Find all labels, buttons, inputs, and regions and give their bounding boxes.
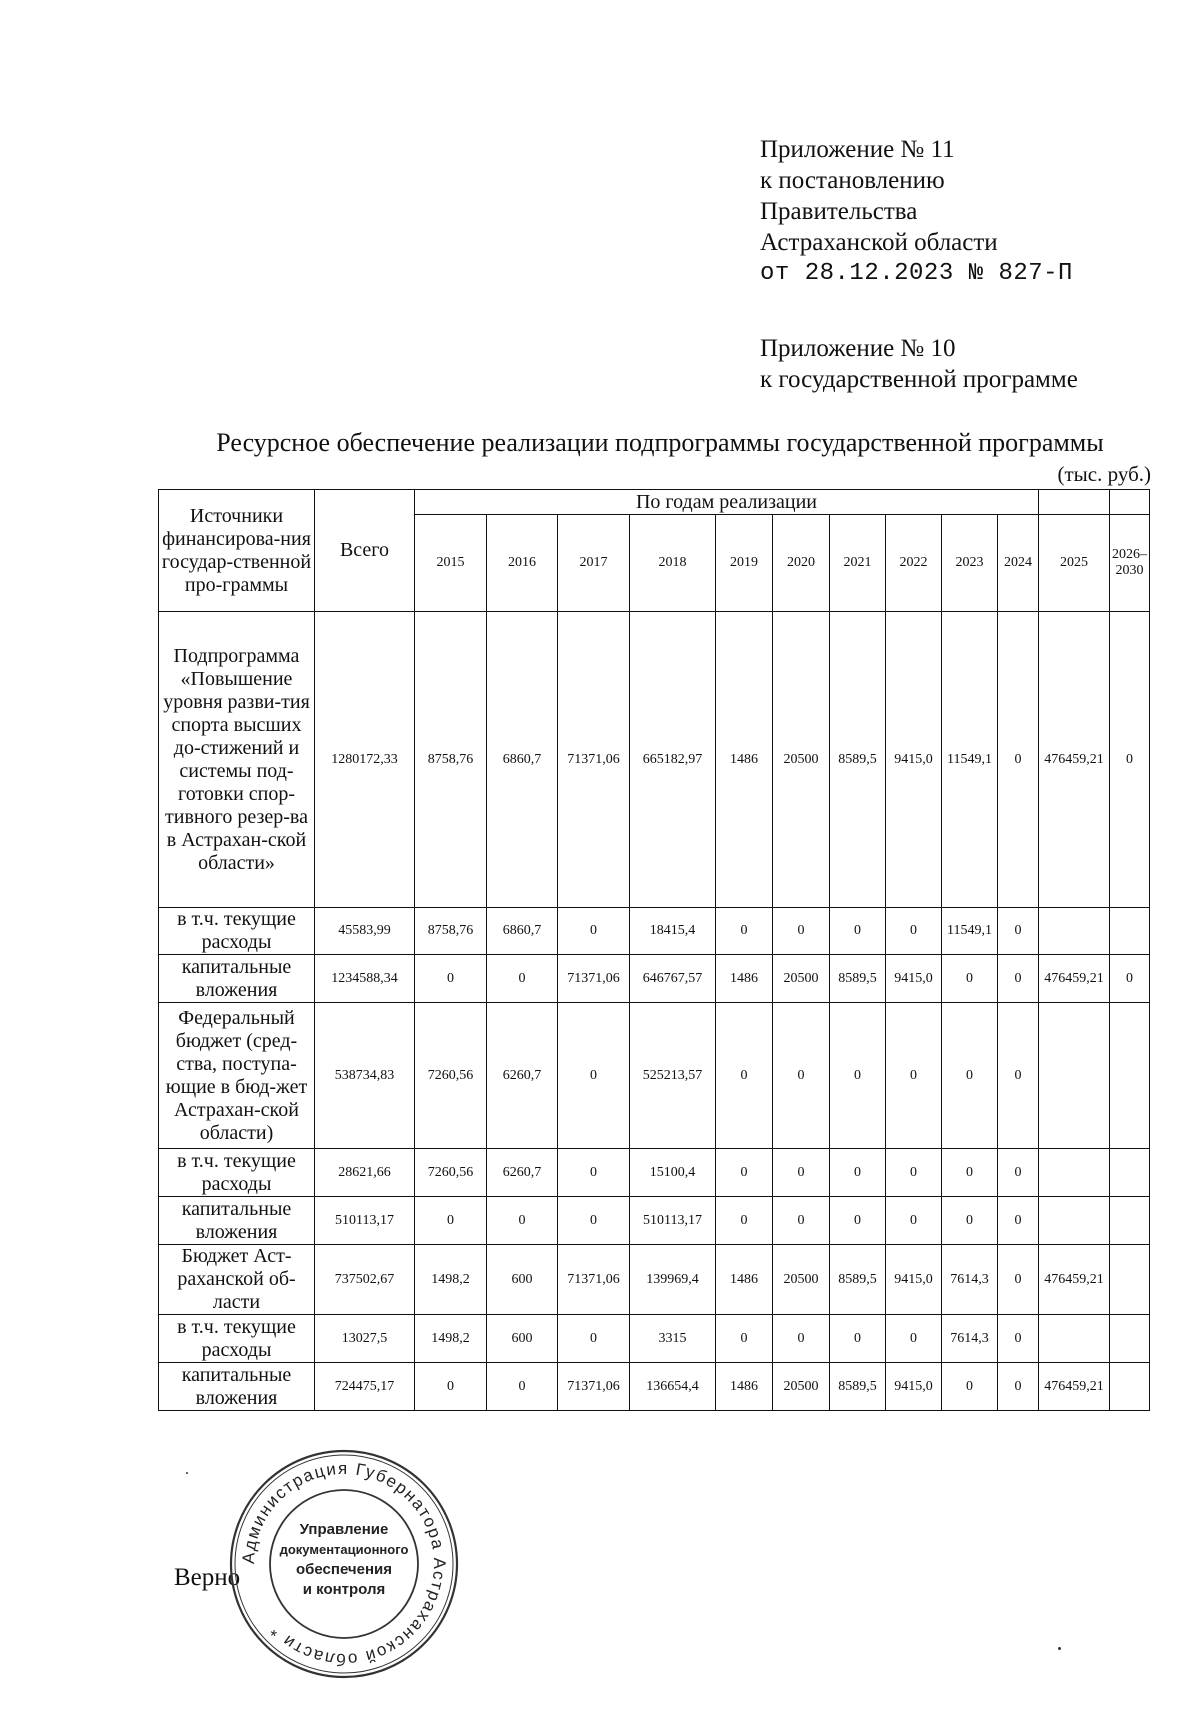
row-year-cell: 0 bbox=[998, 1003, 1039, 1149]
row-year-cell: 6860,7 bbox=[487, 908, 558, 955]
row-year-cell: 0 bbox=[830, 1149, 886, 1197]
header-line: Приложение № 11 bbox=[760, 136, 955, 163]
table-row bbox=[159, 1315, 1150, 1363]
row-year-cell: 0 bbox=[415, 1363, 487, 1411]
row-year-cell: 0 bbox=[886, 908, 942, 955]
row-year-cell: 71371,06 bbox=[558, 612, 630, 908]
row-year-cell: 0 bbox=[773, 1315, 830, 1363]
row-year-cell: 476459,21 bbox=[1039, 612, 1110, 908]
year-header: 2023 bbox=[942, 515, 998, 612]
table-row bbox=[159, 1245, 1150, 1315]
row-year-cell: 0 bbox=[716, 908, 773, 955]
certified-label: Верно bbox=[174, 1564, 241, 1591]
table-row bbox=[159, 1197, 1150, 1245]
row-total-cell: 1280172,33 bbox=[315, 612, 415, 908]
row-source-cell: капитальные вложения bbox=[159, 1197, 315, 1245]
row-total-cell: 1234588,34 bbox=[315, 955, 415, 1003]
scan-speck bbox=[186, 1472, 188, 1474]
year-header: 2016 bbox=[487, 515, 558, 612]
row-total-cell: 13027,5 bbox=[315, 1315, 415, 1363]
row-year-cell: 0 bbox=[942, 1197, 998, 1245]
row-year-cell: 0 bbox=[998, 1245, 1039, 1315]
row-year-cell: 6260,7 bbox=[487, 1149, 558, 1197]
table-body bbox=[159, 612, 1150, 1411]
row-year-cell: 0 bbox=[886, 1197, 942, 1245]
row-year-cell: 6260,7 bbox=[487, 1003, 558, 1149]
year-header: 2017 bbox=[558, 515, 630, 612]
row-year-cell: 0 bbox=[415, 1197, 487, 1245]
year-header: 2022 bbox=[886, 515, 942, 612]
row-source-cell: в т.ч. текущие расходы bbox=[159, 1149, 315, 1197]
row-total-cell: 28621,66 bbox=[315, 1149, 415, 1197]
row-year-cell: 0 bbox=[942, 1363, 998, 1411]
row-year-cell: 476459,21 bbox=[1039, 955, 1110, 1003]
row-total-cell: 737502,67 bbox=[315, 1245, 415, 1315]
year-header: 2021 bbox=[830, 515, 886, 612]
row-year-cell: 0 bbox=[886, 1149, 942, 1197]
table-row bbox=[159, 1003, 1150, 1149]
row-year-cell: 11549,1 bbox=[942, 908, 998, 955]
row-year-cell: 0 bbox=[830, 908, 886, 955]
row-year-cell: 0 bbox=[773, 908, 830, 955]
row-year-cell: 7260,56 bbox=[415, 1149, 487, 1197]
row-year-cell: 18415,4 bbox=[630, 908, 716, 955]
row-year-cell: 0 bbox=[942, 1003, 998, 1149]
row-year-cell: 3315 bbox=[630, 1315, 716, 1363]
seal-center-line: Управление bbox=[299, 1521, 389, 1538]
row-year-cell: 600 bbox=[487, 1245, 558, 1315]
row-year-cell: 0 bbox=[716, 1315, 773, 1363]
row-year-cell: 0 bbox=[1110, 955, 1150, 1003]
row-year-cell: 139969,4 bbox=[630, 1245, 716, 1315]
row-year-cell: 0 bbox=[998, 1197, 1039, 1245]
row-year-cell bbox=[1039, 1003, 1110, 1149]
row-year-cell: 0 bbox=[830, 1003, 886, 1149]
row-source-cell: капитальные вложения bbox=[159, 1363, 315, 1411]
row-year-cell: 9415,0 bbox=[886, 1363, 942, 1411]
year-header: 2019 bbox=[716, 515, 773, 612]
row-year-cell: 20500 bbox=[773, 1363, 830, 1411]
table-row bbox=[159, 908, 1150, 955]
row-year-cell: 0 bbox=[487, 1363, 558, 1411]
row-year-cell: 0 bbox=[558, 1197, 630, 1245]
row-year-cell: 1498,2 bbox=[415, 1245, 487, 1315]
row-year-cell: 8589,5 bbox=[830, 1363, 886, 1411]
row-year-cell bbox=[1110, 1149, 1150, 1197]
table-row bbox=[159, 1363, 1150, 1411]
row-total-cell: 538734,83 bbox=[315, 1003, 415, 1149]
row-year-cell: 0 bbox=[558, 1315, 630, 1363]
row-year-cell: 0 bbox=[716, 1003, 773, 1149]
row-total-cell: 510113,17 bbox=[315, 1197, 415, 1245]
row-year-cell: 0 bbox=[487, 955, 558, 1003]
row-year-cell: 8589,5 bbox=[830, 955, 886, 1003]
row-source-cell: Федеральный бюджет (сред-ства, поступа-ющие в бюд-жет Астрахан-ской области) bbox=[159, 1003, 315, 1149]
row-year-cell: 71371,06 bbox=[558, 1363, 630, 1411]
row-source-cell: капитальные вложения bbox=[159, 955, 315, 1003]
row-year-cell: 0 bbox=[942, 955, 998, 1003]
row-year-cell: 0 bbox=[998, 955, 1039, 1003]
row-year-cell: 8589,5 bbox=[830, 1245, 886, 1315]
row-year-cell: 20500 bbox=[773, 1245, 830, 1315]
row-year-cell bbox=[1110, 1245, 1150, 1315]
header-empty bbox=[1110, 490, 1150, 515]
year-header: 2026–2030 bbox=[1110, 515, 1150, 612]
row-year-cell: 9415,0 bbox=[886, 1245, 942, 1315]
row-year-cell: 0 bbox=[1110, 612, 1150, 908]
row-year-cell: 0 bbox=[998, 1149, 1039, 1197]
row-year-cell: 1486 bbox=[716, 1245, 773, 1315]
table-row bbox=[159, 1149, 1150, 1197]
row-year-cell: 8758,76 bbox=[415, 908, 487, 955]
row-year-cell: 8758,76 bbox=[415, 612, 487, 908]
row-total-cell: 45583,99 bbox=[315, 908, 415, 955]
row-year-cell: 0 bbox=[998, 1315, 1039, 1363]
seal-center-line: обеспечения bbox=[295, 1561, 393, 1578]
row-year-cell: 7614,3 bbox=[942, 1315, 998, 1363]
row-year-cell: 9415,0 bbox=[886, 612, 942, 908]
row-year-cell: 476459,21 bbox=[1039, 1363, 1110, 1411]
row-year-cell: 510113,17 bbox=[630, 1197, 716, 1245]
row-year-cell bbox=[1039, 908, 1110, 955]
appendix-line: к государственной программе bbox=[760, 366, 1078, 393]
scan-speck bbox=[1058, 1647, 1061, 1650]
header-source: Источники финансирова-ния государ-ственной про-граммы bbox=[159, 490, 315, 612]
row-year-cell: 15100,4 bbox=[630, 1149, 716, 1197]
row-year-cell: 1486 bbox=[716, 955, 773, 1003]
funding-table bbox=[158, 489, 1150, 1411]
row-year-cell: 71371,06 bbox=[558, 955, 630, 1003]
row-year-cell: 525213,57 bbox=[630, 1003, 716, 1149]
row-year-cell bbox=[1110, 1363, 1150, 1411]
header-line: к постановлению bbox=[760, 167, 945, 194]
row-year-cell: 476459,21 bbox=[1039, 1245, 1110, 1315]
row-year-cell: 0 bbox=[830, 1315, 886, 1363]
row-year-cell: 0 bbox=[558, 908, 630, 955]
header-years-group: По годам реализации bbox=[415, 490, 1039, 515]
row-year-cell: 7260,56 bbox=[415, 1003, 487, 1149]
appendix-header bbox=[760, 134, 1073, 289]
year-header: 2020 bbox=[773, 515, 830, 612]
document-title: Ресурсное обеспечение реализации подпрограммы государственной программы bbox=[216, 428, 1104, 457]
row-year-cell: 8589,5 bbox=[830, 612, 886, 908]
row-year-cell bbox=[1110, 908, 1150, 955]
row-year-cell: 20500 bbox=[773, 955, 830, 1003]
table-row bbox=[159, 612, 1150, 908]
unit-label: (тыс. руб.) bbox=[1057, 462, 1151, 486]
row-year-cell: 0 bbox=[998, 612, 1039, 908]
seal-center-line: документационного bbox=[279, 1542, 409, 1557]
row-year-cell bbox=[1039, 1315, 1110, 1363]
header-line: Правительства bbox=[760, 198, 918, 225]
header-line: Астраханской области bbox=[760, 229, 998, 256]
row-year-cell: 1498,2 bbox=[415, 1315, 487, 1363]
seal-ring-text: Администрация Губернатора Астраханской области * bbox=[238, 1458, 450, 1670]
row-source-cell: в т.ч. текущие расходы bbox=[159, 908, 315, 955]
row-year-cell: 665182,97 bbox=[630, 612, 716, 908]
row-year-cell: 136654,4 bbox=[630, 1363, 716, 1411]
row-source-cell: в т.ч. текущие расходы bbox=[159, 1315, 315, 1363]
row-year-cell bbox=[1039, 1149, 1110, 1197]
row-year-cell bbox=[1110, 1197, 1150, 1245]
row-year-cell: 646767,57 bbox=[630, 955, 716, 1003]
row-year-cell: 1486 bbox=[716, 1363, 773, 1411]
official-seal bbox=[228, 1448, 460, 1680]
header-empty bbox=[1039, 490, 1110, 515]
row-year-cell: 0 bbox=[998, 1363, 1039, 1411]
row-year-cell: 6860,7 bbox=[487, 612, 558, 908]
row-year-cell: 0 bbox=[886, 1003, 942, 1149]
row-year-cell: 0 bbox=[886, 1315, 942, 1363]
row-year-cell: 1486 bbox=[716, 612, 773, 908]
year-header: 2018 bbox=[630, 515, 716, 612]
year-header: 2024 bbox=[998, 515, 1039, 612]
decree-date-line: от 28.12.2023 № 827-П bbox=[760, 260, 1073, 287]
row-total-cell: 724475,17 bbox=[315, 1363, 415, 1411]
header-total: Всего bbox=[315, 490, 415, 612]
row-year-cell: 0 bbox=[716, 1149, 773, 1197]
year-header: 2025 bbox=[1039, 515, 1110, 612]
year-header: 2015 bbox=[415, 515, 487, 612]
row-year-cell: 0 bbox=[716, 1197, 773, 1245]
row-year-cell: 0 bbox=[942, 1149, 998, 1197]
row-year-cell: 0 bbox=[487, 1197, 558, 1245]
row-year-cell: 71371,06 bbox=[558, 1245, 630, 1315]
row-year-cell: 0 bbox=[773, 1149, 830, 1197]
row-year-cell: 20500 bbox=[773, 612, 830, 908]
row-source-cell: Подпрограмма «Повышение уровня разви-тия спорта высших до-стижений и системы под-готовки спор-тивного резер-ва в Астрахан-ской области» bbox=[159, 612, 315, 908]
row-year-cell bbox=[1110, 1003, 1150, 1149]
row-year-cell bbox=[1110, 1315, 1150, 1363]
row-year-cell: 600 bbox=[487, 1315, 558, 1363]
funding-table-wrapper bbox=[158, 489, 1150, 1411]
row-year-cell: 0 bbox=[558, 1149, 630, 1197]
row-year-cell: 0 bbox=[773, 1003, 830, 1149]
seal-center-line: и контроля bbox=[302, 1581, 386, 1598]
row-year-cell: 11549,1 bbox=[942, 612, 998, 908]
row-year-cell: 9415,0 bbox=[886, 955, 942, 1003]
row-year-cell: 0 bbox=[830, 1197, 886, 1245]
row-source-cell: Бюджет Аст-раханской об-ласти bbox=[159, 1245, 315, 1315]
row-year-cell bbox=[1039, 1197, 1110, 1245]
program-appendix bbox=[760, 333, 1078, 395]
table-row bbox=[159, 955, 1150, 1003]
row-year-cell: 0 bbox=[773, 1197, 830, 1245]
appendix-line: Приложение № 10 bbox=[760, 335, 956, 362]
row-year-cell: 0 bbox=[415, 955, 487, 1003]
row-year-cell: 0 bbox=[998, 908, 1039, 955]
row-year-cell: 0 bbox=[558, 1003, 630, 1149]
row-year-cell: 7614,3 bbox=[942, 1245, 998, 1315]
